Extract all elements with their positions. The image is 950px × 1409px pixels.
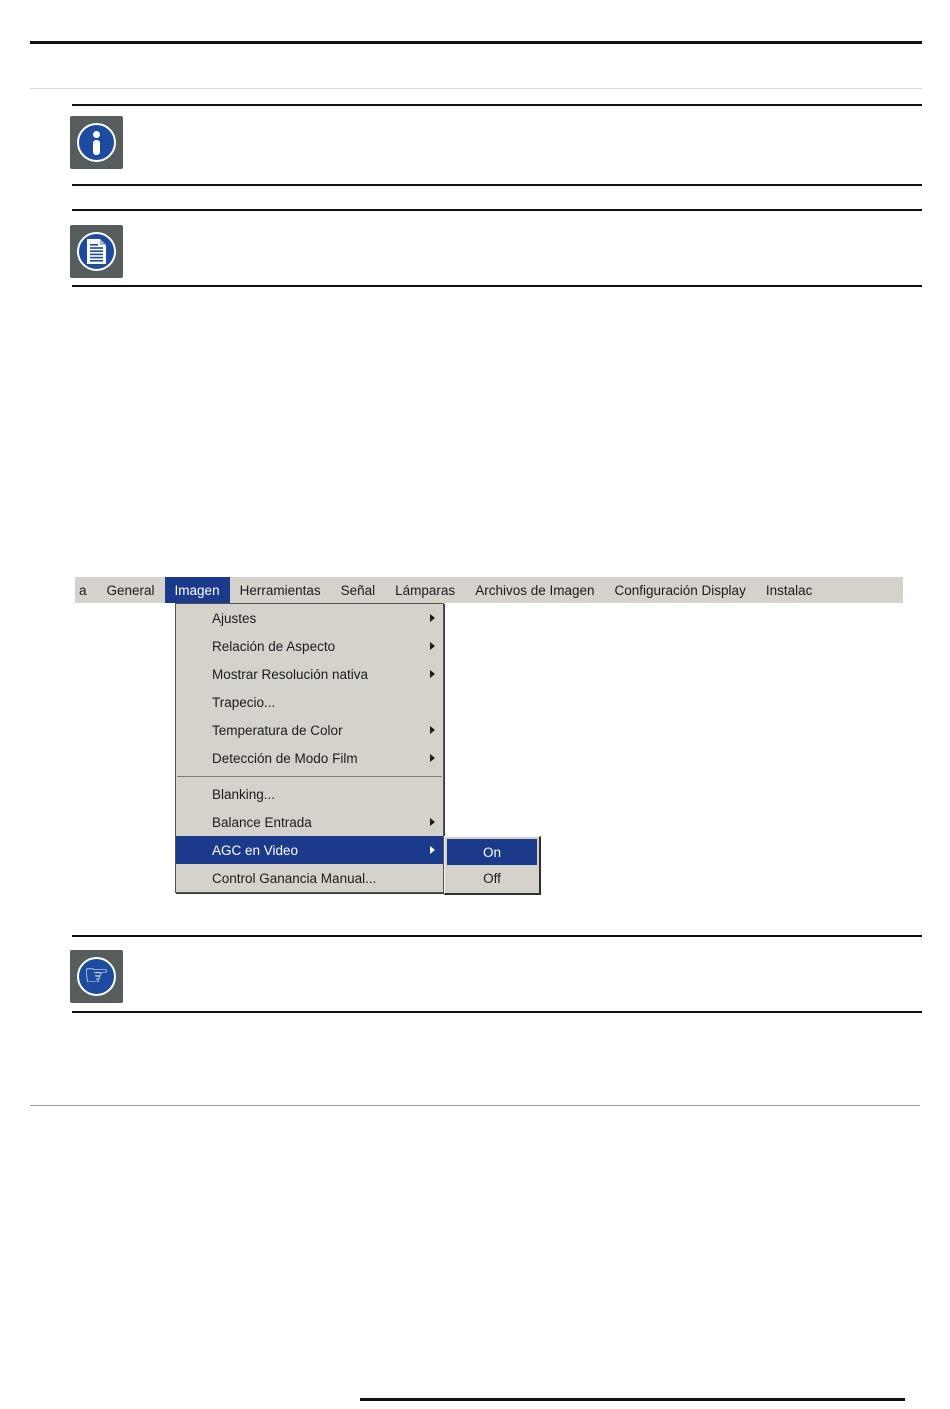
menu-bar-item-senal[interactable]: Señal [340, 582, 376, 598]
submenu-arrow-icon [430, 614, 435, 622]
submenu-arrow-icon [430, 846, 435, 854]
submenu-arrow-icon [430, 642, 435, 650]
submenu-item-on[interactable]: On [447, 839, 537, 865]
menu-item-label: Detección de Modo Film [212, 750, 358, 766]
imagen-dropdown-menu [175, 603, 444, 893]
note-document-glyph [86, 239, 107, 264]
menu-bar-item-configuracion-display[interactable]: Configuración Display [614, 582, 746, 598]
submenu-arrow-icon [430, 670, 435, 678]
menu-bar-item-lamparas[interactable]: Lámparas [395, 582, 456, 598]
menu-bar-item-clipped[interactable]: a [79, 582, 87, 598]
note-icon-circle [77, 232, 116, 271]
note-callout-top-rule [72, 209, 922, 211]
pointing-hand-icon [70, 950, 123, 1003]
menu-bar [75, 577, 903, 603]
info-icon-stem [93, 140, 100, 155]
section-divider-rule [30, 1105, 920, 1106]
menu-item-ajustes[interactable] [176, 604, 443, 632]
menu-item-relacion-de-aspecto[interactable] [176, 632, 443, 660]
agc-submenu [444, 836, 541, 895]
menu-separator [176, 772, 443, 780]
menu-item-temperatura-de-color[interactable] [176, 716, 443, 744]
menu-bar-item-herramientas[interactable]: Herramientas [239, 582, 321, 598]
info-callout-top-rule [72, 104, 922, 106]
footer-rule [360, 1398, 905, 1401]
menu-item-label: Temperatura de Color [212, 722, 343, 738]
top-rule [30, 41, 922, 44]
submenu-arrow-icon [430, 818, 435, 826]
menu-item-label: AGC en Video [212, 842, 299, 858]
menu-item-label: Ajustes [212, 610, 257, 626]
info-icon-circle [77, 123, 116, 162]
menu-item-label: Balance Entrada [212, 814, 312, 830]
menu-item-label: Blanking... [212, 786, 276, 802]
note-icon [70, 225, 123, 278]
menu-item-label: Control Ganancia Manual... [212, 870, 377, 886]
menu-item-label: Relación de Aspecto [212, 638, 336, 654]
menu-item-deteccion-de-modo-film[interactable] [176, 744, 443, 772]
hand-callout-top-rule [72, 935, 922, 937]
menu-item-trapecio[interactable] [176, 688, 443, 716]
menu-item-mostrar-resolucion-nativa[interactable] [176, 660, 443, 688]
hand-callout-bottom-rule [72, 1011, 922, 1013]
pointing-hand-icon-circle [77, 957, 116, 996]
pointing-hand-glyph: ☞ [83, 958, 110, 992]
menu-item-control-ganancia-manual[interactable] [176, 864, 443, 892]
menu-item-balance-entrada[interactable] [176, 808, 443, 836]
submenu-arrow-icon [430, 754, 435, 762]
info-icon-dot [93, 131, 100, 138]
menu-item-blanking[interactable] [176, 780, 443, 808]
info-callout-bottom-rule [72, 184, 922, 186]
menu-bar-item-archivos-de-imagen[interactable]: Archivos de Imagen [475, 582, 595, 598]
menu-bar-item-general[interactable]: General [106, 582, 155, 598]
top-rule-light [30, 88, 922, 89]
submenu-arrow-icon [430, 726, 435, 734]
menu-bar-item-imagen[interactable]: Imagen [165, 577, 230, 603]
submenu-item-off[interactable]: Off [483, 870, 501, 886]
note-callout-bottom-rule [72, 285, 922, 287]
info-icon [70, 116, 123, 169]
menu-bar-item-instalacion[interactable]: Instalac [765, 582, 813, 598]
menu-item-label: Mostrar Resolución nativa [212, 666, 369, 682]
menu-item-agc-en-video[interactable] [176, 836, 443, 864]
menu-item-label: Trapecio... [212, 694, 276, 710]
